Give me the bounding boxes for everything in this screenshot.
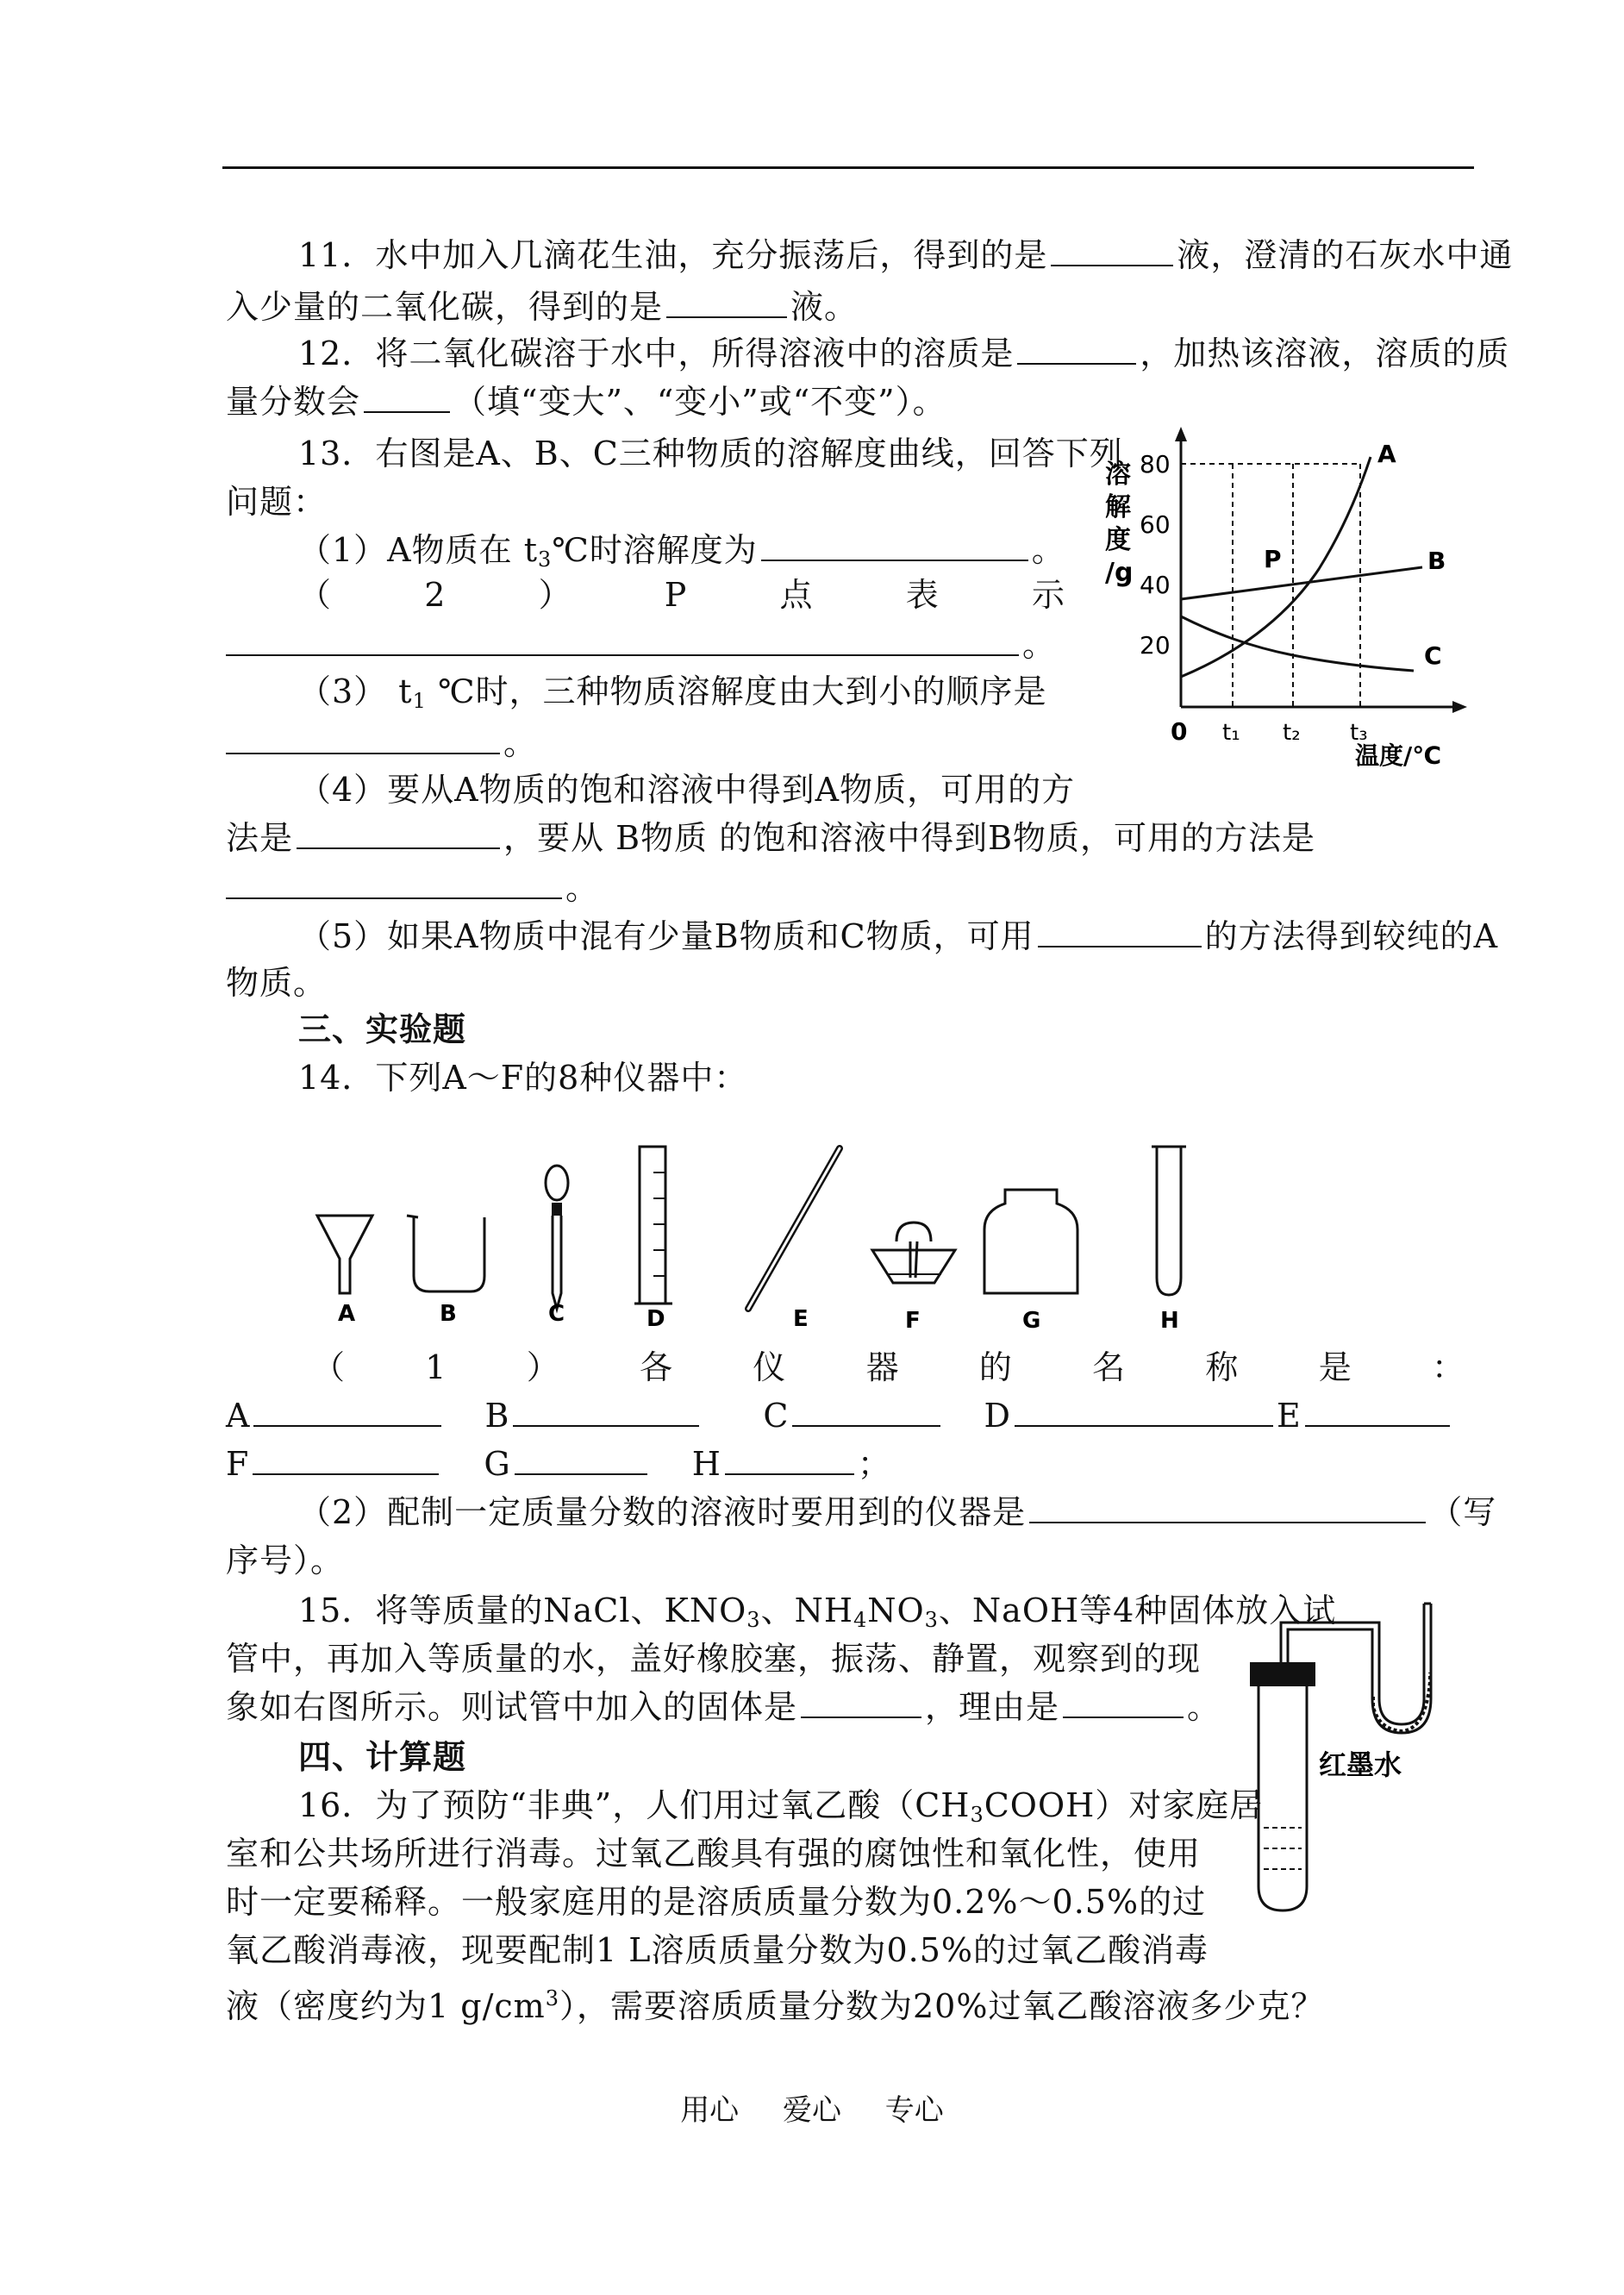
q13-part2-end: 。 [1022, 626, 1057, 664]
q14-blank-c[interactable] [792, 1394, 940, 1427]
section-experiment-heading: 三、实验题 [298, 1010, 467, 1048]
q14-blank-e[interactable] [1305, 1394, 1450, 1427]
q13-part4-text: 法是 [226, 819, 294, 857]
q11-line1 [298, 233, 1513, 278]
q14-row-letter: G [484, 1445, 511, 1483]
q16-line3: 时一定要稀释。一般家庭用的是溶质质量分数为0.2%～0.5%的过 [226, 1883, 1207, 1921]
instrument-label: C [548, 1301, 565, 1327]
q11-line2 [226, 285, 858, 329]
q14-row-letter: E [1276, 1397, 1302, 1435]
q12-text: 量分数会 [226, 383, 361, 421]
q14-row-letter: H [691, 1445, 721, 1483]
q13-part3 [298, 669, 1046, 723]
q14-part2-text2: （写 [1429, 1493, 1497, 1531]
graduated-cylinder-icon [634, 1147, 672, 1304]
q14-row-letter: C [763, 1397, 790, 1435]
q15-text: 15．将等质量的NaCl、KNO [298, 1591, 747, 1629]
red-ink-label: 红墨水 [1319, 1748, 1402, 1781]
q15-text: 象如右图所示。则试管中加入的固体是 [226, 1688, 798, 1726]
q14-blank-a[interactable] [253, 1394, 441, 1427]
q11-blank-1[interactable] [1051, 234, 1173, 266]
q13-part3-text: （3） [298, 672, 388, 710]
ytick-label: 60 [1140, 510, 1171, 539]
q13-part5-text: （5）如果A物质中混有少量B物质和C物质，可用 [298, 917, 1034, 955]
q11-text: 液。 [790, 288, 859, 326]
q13-part3-sub: 1 [412, 689, 427, 713]
instrument-label: F [905, 1308, 921, 1334]
ylabel-char: /g [1105, 558, 1134, 588]
q15-line3 [226, 1685, 1221, 1729]
q13-part4-line3 [226, 866, 599, 910]
q14-blank-h[interactable] [725, 1442, 854, 1475]
q13-blank-5[interactable] [226, 866, 562, 899]
q14-part1-token: 器 [865, 1348, 900, 1386]
q13-part4-line2 [226, 816, 1315, 860]
u-tube-apparatus [1233, 1586, 1491, 1931]
q14-part1-token: 名 [1092, 1348, 1127, 1386]
instruments-figure [293, 1121, 1310, 1336]
q13-blank-2[interactable] [226, 623, 1019, 656]
dropper-icon [546, 1166, 568, 1309]
q14-part1-token: 仪 [753, 1348, 787, 1386]
q15-text: 。 [1187, 1688, 1221, 1726]
q14-row-letter: F [226, 1445, 250, 1483]
q16-line1 [298, 1783, 1263, 1837]
q13-intro-line1: 13．右图是A、B、C三种物质的溶解度曲线，回答下列 [298, 435, 1123, 472]
beaker-icon [407, 1216, 484, 1291]
xtick-label: t₃ [1350, 720, 1368, 746]
q13-part1-text: （1）A物质在 [298, 531, 513, 569]
q11-text: 液，澄清的石灰水中通 [1177, 236, 1514, 274]
ytick-label: 80 [1140, 450, 1171, 478]
q13-part2-token: ） [538, 576, 572, 614]
page-footer: 用心 爱心 专心 [680, 2093, 944, 2128]
q16-line2: 室和公共场所进行消毒。过氧乙酸具有强的腐蚀性和氧化性，使用 [226, 1835, 1202, 1873]
q13-part1-t: t [523, 531, 538, 569]
q13-part2-token: 2 [424, 576, 447, 614]
q15-sub: 3 [924, 1608, 939, 1632]
point-label-p: P [1264, 545, 1282, 573]
q13-part2-token: P [664, 576, 688, 614]
instrument-label: A [338, 1301, 356, 1327]
reagent-bottle-icon [984, 1190, 1077, 1293]
ylabel-char: 溶 [1105, 460, 1131, 490]
q14-part1-token: 称 [1205, 1348, 1240, 1386]
q12-text: （填“变大”、“变小”或“不变”）。 [453, 383, 946, 421]
section-calculation-heading: 四、计算题 [298, 1738, 467, 1776]
q13-blank-3[interactable] [226, 722, 500, 754]
instrument-label: B [440, 1301, 457, 1327]
q13-part3-text2: ℃时，三种物质溶解度由大到小的顺序是 [437, 672, 1047, 710]
q14-row2 [226, 1441, 891, 1486]
instrument-label: E [793, 1306, 809, 1332]
q14-part1 [312, 1345, 1465, 1390]
q14-part1-token: ） [526, 1348, 560, 1386]
q13-part2-blank-line [226, 622, 1056, 667]
q13-part5-line1 [298, 914, 1498, 959]
ylabel-char: 度 [1105, 525, 1131, 555]
q14-part2-line1 [298, 1490, 1496, 1535]
q13-part2 [298, 572, 1065, 617]
q14-part1-token: 是 [1318, 1348, 1352, 1386]
q14-part1-token: 的 [978, 1348, 1013, 1386]
q11-text: 入少量的二氧化碳，得到的是 [226, 288, 664, 326]
q14-part2-line2: 序号）。 [226, 1541, 345, 1579]
q13-blank-1[interactable] [761, 528, 1028, 561]
q14-blank-b[interactable] [513, 1394, 699, 1427]
xlabel: 温度/℃ [1355, 741, 1442, 767]
q12-text: ，加热该溶液，溶质的质 [1140, 335, 1510, 372]
q13-part4-line1: （4）要从A物质的饱和溶液中得到A物质，可用的方 [298, 771, 1076, 809]
q13-part4-text2: ，要从 B物质 的饱和溶液中得到B物质，可用的方法是 [503, 819, 1316, 857]
q14-blank-instruments[interactable] [1029, 1491, 1426, 1523]
q12-blank-1[interactable] [1017, 332, 1136, 365]
q13-part3-blank-line [226, 721, 537, 766]
q13-part3-t: t [398, 672, 413, 710]
curve-c [1181, 616, 1414, 671]
q16-sub: 3 [970, 1803, 984, 1827]
q14-intro: 14．下列A～F的8种仪器中： [298, 1059, 748, 1097]
q13-intro-line2: 问题： [226, 483, 328, 521]
curve-label-a: A [1377, 440, 1396, 468]
header-rule [222, 166, 1474, 169]
q13-part1-text2: ℃时溶解度为 [552, 531, 758, 569]
alcohol-lamp-icon [872, 1223, 955, 1283]
curve-b [1181, 567, 1422, 599]
q13-part4-end: 。 [565, 869, 600, 907]
solubility-chart [1086, 422, 1483, 767]
q15-sub: 4 [853, 1608, 868, 1632]
instrument-label: G [1022, 1308, 1041, 1334]
q13-part5-text2: 的方法得到较纯的A [1204, 917, 1499, 955]
q14-row-letter: D [984, 1397, 1011, 1435]
xtick-label: t₂ [1283, 720, 1301, 746]
ytick-label: 20 [1140, 631, 1171, 660]
q14-row-letter: A [226, 1397, 251, 1435]
q13-part2-token: 表 [905, 576, 940, 614]
q15-line1 [298, 1588, 1336, 1642]
q13-part5-line2: 物质。 [226, 964, 328, 1002]
q16-sup: 3 [545, 1986, 559, 2010]
q12-line1 [298, 331, 1509, 376]
ytick-label: 40 [1140, 571, 1171, 599]
glass-rod-icon [748, 1148, 840, 1309]
q13-part1-sub: 3 [538, 547, 553, 572]
q16-text: COOH）对家庭居 [984, 1786, 1264, 1824]
q12-text: 12．将二氧化碳溶于水中，所得溶液中的溶质是 [298, 335, 1015, 372]
q14-part1-token: ： [1431, 1348, 1465, 1386]
q16-text: 16．为了预防“非典”，人们用过氧乙酸（CH [298, 1786, 971, 1824]
q15-blank-reason[interactable] [1063, 1685, 1184, 1718]
test-tube-icon [1152, 1147, 1186, 1295]
q14-part1-token: 1 [425, 1348, 447, 1386]
q12-blank-2[interactable] [364, 380, 450, 413]
q13-part2-token: 示 [1031, 576, 1065, 614]
q16-text: 液（密度约为1 g/cm [226, 1987, 546, 2025]
q13-part1-end: 。 [1031, 531, 1065, 569]
q14-row-letter: B [484, 1397, 510, 1435]
q13-part2-token: （ [298, 576, 333, 614]
xtick-label: t₁ [1222, 720, 1240, 746]
q15-line2: 管中，再加入等质量的水，盖好橡胶塞，振荡、静置，观察到的现 [226, 1640, 1202, 1678]
q14-part1-token: （ [312, 1348, 347, 1386]
curve-label-b: B [1427, 547, 1446, 575]
q16-line4: 氧乙酸消毒液，现要配制1 L溶质质量分数为0.5%的过氧乙酸消毒 [226, 1931, 1209, 1969]
q12-line2 [226, 379, 946, 424]
y-axis-arrow [1175, 427, 1187, 441]
q14-blank-d[interactable] [1015, 1394, 1273, 1427]
q11-blank-2[interactable] [666, 285, 787, 318]
funnel-icon [317, 1216, 372, 1293]
ylabel-char: 解 [1105, 492, 1131, 522]
q11-text: 11．水中加入几滴花生油，充分振荡后，得到的是 [298, 236, 1048, 274]
q14-blank-f[interactable] [253, 1442, 439, 1475]
q13-part2-token: 点 [779, 576, 814, 614]
q14-part2-text: （2）配制一定质量分数的溶液时要用到的仪器是 [298, 1493, 1027, 1531]
q15-text: NO [867, 1591, 925, 1629]
q13-part3-end: 。 [503, 724, 538, 762]
q13-blank-4[interactable] [297, 816, 500, 849]
q14-blank-g[interactable] [515, 1442, 647, 1475]
instrument-label: D [646, 1306, 665, 1332]
q15-blank-solid[interactable] [801, 1685, 921, 1718]
instrument-label: H [1160, 1308, 1179, 1334]
q16-text: ），需要溶质质量分数为20%过氧乙酸溶液多少克？ [559, 1987, 1325, 2025]
q16-line5 [226, 1976, 1324, 2029]
q14-row1 [226, 1393, 1453, 1438]
curve-label-c: C [1424, 641, 1442, 670]
q15-sub: 3 [746, 1608, 761, 1632]
q13-blank-6[interactable] [1038, 915, 1202, 947]
x-axis-arrow [1452, 701, 1467, 713]
q15-text: ，理由是 [925, 1688, 1060, 1726]
q14-part1-token: 各 [640, 1348, 674, 1386]
q15-text: 、NaOH等4种固体放入试 [938, 1591, 1337, 1629]
q14-row2-end: ； [857, 1445, 891, 1483]
xtick-label: 0 [1171, 717, 1188, 746]
q15-text: 、NH [760, 1591, 853, 1629]
